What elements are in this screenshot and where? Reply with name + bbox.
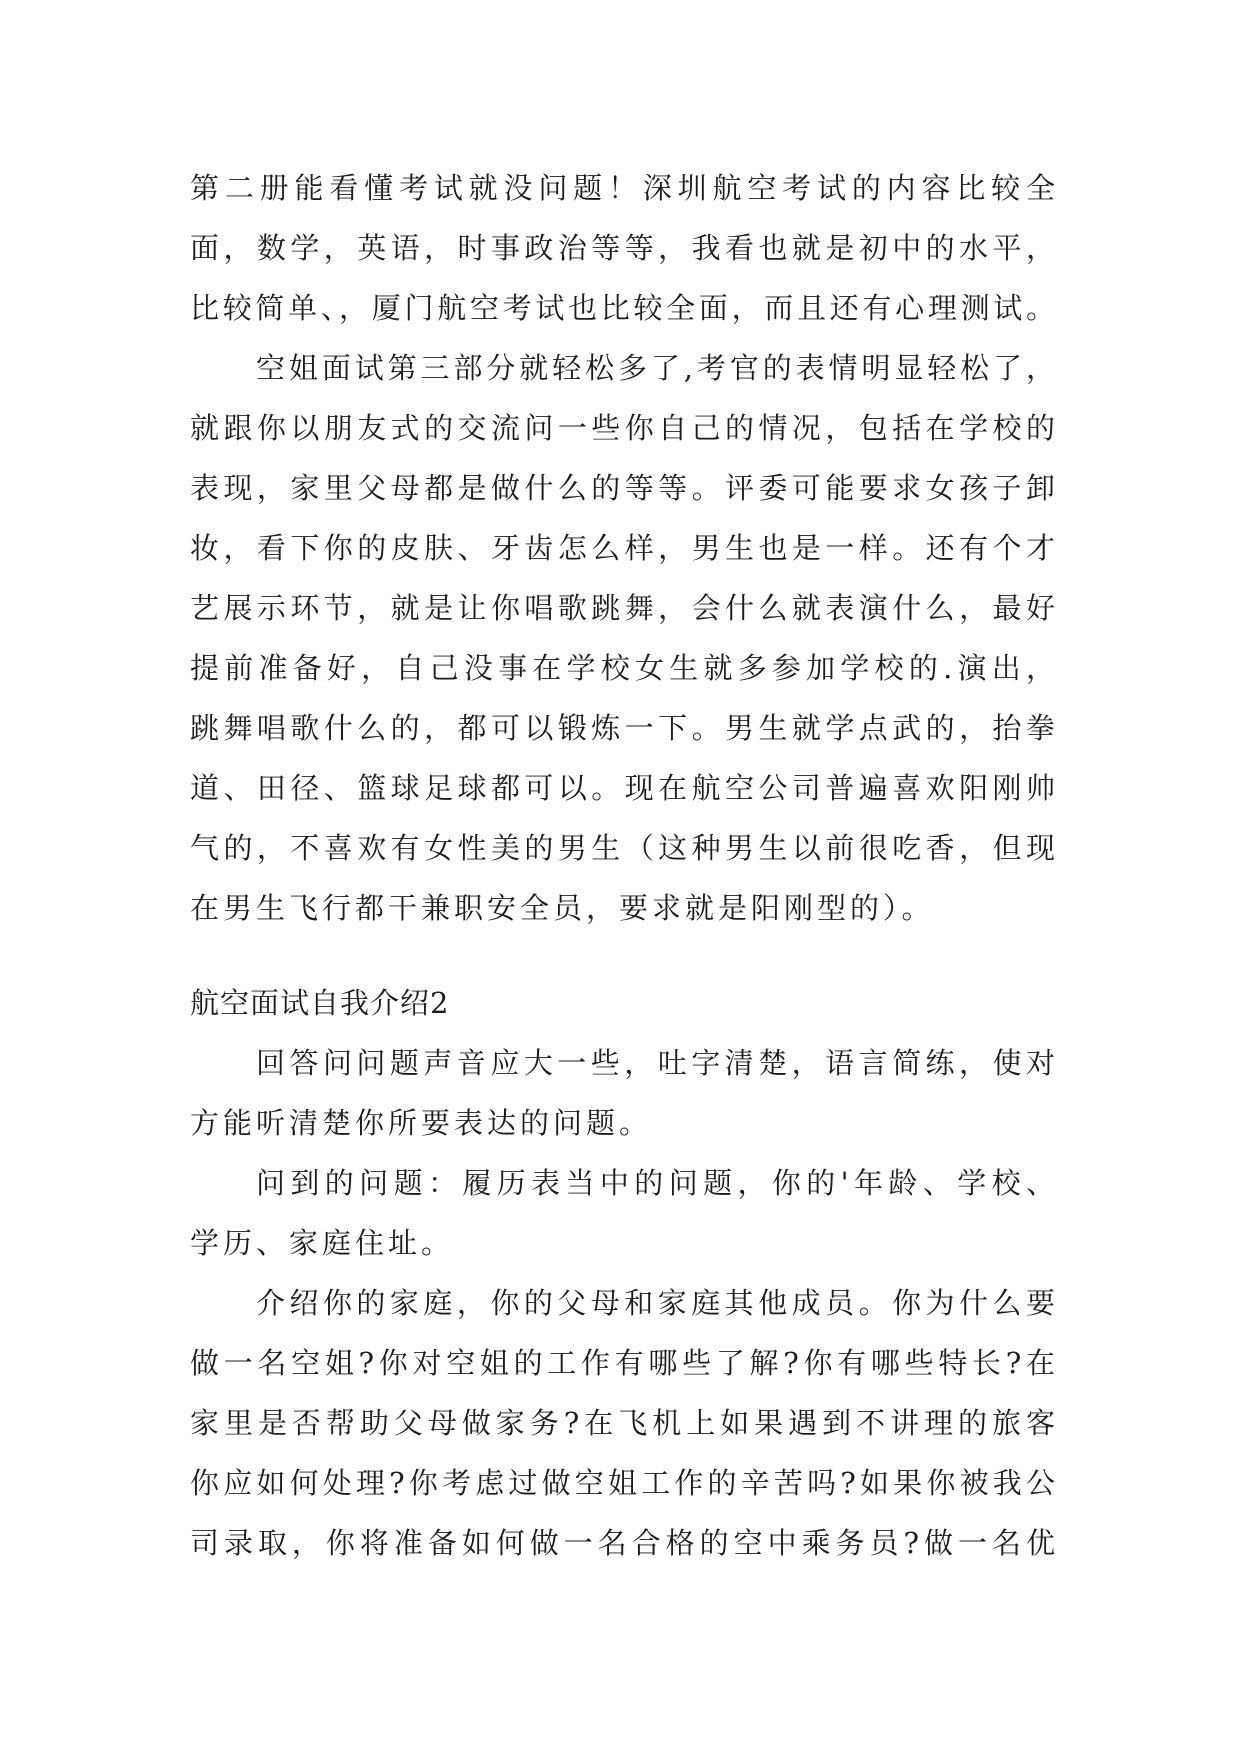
text-line: 比较简单、，厦门航空考试也比较全面，而且还有心理测试。 xyxy=(190,291,1055,325)
text-line: 气的，不喜欢有女性美的男生（这种男生以前很吃香，但现 xyxy=(190,831,1055,865)
text-line: 艺展示环节，就是让你唱歌跳舞，会什么就表演什么，最好 xyxy=(190,591,1055,625)
text-line: 空姐面试第三部分就轻松多了,考官的表情明显轻松了， xyxy=(256,351,1055,385)
text-line: 第二册能看懂考试就没问题！深圳航空考试的内容比较全 xyxy=(190,171,1055,205)
text-line: 表现，家里父母都是做什么的等等。评委可能要求女孩子卸 xyxy=(190,471,1055,505)
paragraph-1 xyxy=(190,158,1055,338)
text-line: 妆，看下你的皮肤、牙齿怎么样，男生也是一样。还有个才 xyxy=(190,531,1055,565)
text-line: 跳舞唱歌什么的，都可以锻炼一下。男生就学点武的，抬拳 xyxy=(190,711,1055,745)
paragraph-3 xyxy=(190,1033,1055,1153)
text-line: 你应如何处理?你考虑过做空姐工作的辛苦吗?如果你被我公 xyxy=(190,1466,1055,1500)
text-line: 道、田径、篮球足球都可以。现在航空公司普遍喜欢阳刚帅 xyxy=(190,771,1055,805)
text-line: 介绍你的家庭，你的父母和家庭其他成员。你为什么要 xyxy=(256,1286,1055,1320)
section-heading: 航空面试自我介绍2 xyxy=(190,986,450,1020)
text-line: 就跟你以朋友式的交流问一些你自己的情况，包括在学校的 xyxy=(190,411,1055,445)
document-body xyxy=(190,158,1055,1573)
text-line: 面，数学，英语，时事政治等等，我看也就是初中的水平， xyxy=(190,231,1055,265)
paragraph-4 xyxy=(190,1153,1055,1273)
text-line: 回答问问题声音应大一些，吐字清楚，语言简练，使对 xyxy=(256,1046,1055,1080)
text-line: 家里是否帮助父母做家务?在飞机上如果遇到不讲理的旅客 xyxy=(190,1406,1055,1440)
text-line: 提前准备好，自己没事在学校女生就多参加学校的.演出， xyxy=(190,651,1055,685)
text-line: 做一名空姐?你对空姐的工作有哪些了解?你有哪些特长?在 xyxy=(190,1346,1055,1380)
paragraph-2 xyxy=(190,338,1055,938)
text-line: 问到的问题：履历表当中的问题，你的'年龄、学校、 xyxy=(256,1166,1055,1200)
text-line: 司录取，你将准备如何做一名合格的空中乘务员?做一名优 xyxy=(190,1526,1055,1560)
paragraph-5 xyxy=(190,1273,1055,1573)
text-line: 方能听清楚你所要表达的问题。 xyxy=(190,1106,653,1140)
text-line: 在男生飞行都干兼职安全员，要求就是阳刚型的）。 xyxy=(190,891,935,925)
text-line: 学历、家庭住址。 xyxy=(190,1226,455,1260)
